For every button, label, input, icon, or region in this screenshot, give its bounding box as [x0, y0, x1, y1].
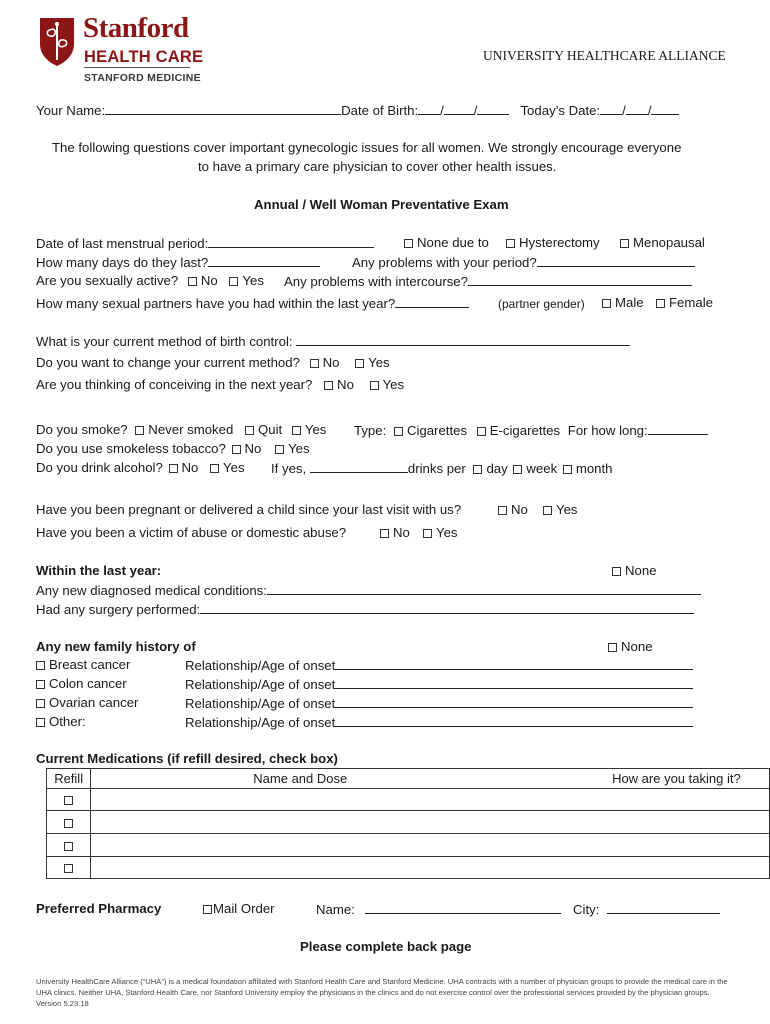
smokeless-row [36, 441, 310, 456]
ecig-label: E-cigarettes [489, 423, 561, 438]
problems-intercourse-row [284, 273, 692, 289]
other-label: Other: [49, 714, 86, 729]
family-ovarian-rel [185, 695, 693, 711]
quit-label: Quit [258, 422, 283, 437]
surgery-field[interactable] [200, 601, 694, 614]
footer-disclaimer: University HealthCare Alliance (“UHA”) is a medical foundation affiliated with Stanford Health Care and Stanford Medicine. UHA contracts with a number of physician groups to provide the medical care in the UHA clinics. Neither UHA, Stanford Health Care, nor Stanford University employ the physicians in the clinics and do not exercise control over the professional services provided by the physician groups. [36, 977, 728, 997]
partners-field[interactable] [395, 295, 469, 308]
family-breast-item[interactable] [36, 657, 130, 672]
alcohol-no-checkbox[interactable] [169, 464, 178, 473]
female-option[interactable] [656, 295, 713, 310]
no-label: No [181, 460, 199, 475]
smoke-type-row [354, 422, 708, 438]
sexually-active-yes-checkbox[interactable] [229, 277, 238, 286]
partners-label: How many sexual partners have you had within the last year? [36, 296, 396, 311]
cigarettes-checkbox[interactable] [394, 427, 403, 436]
col-how-taking: How are you taking it? [612, 769, 769, 789]
no-label: No [244, 441, 262, 456]
pregnant-yes-checkbox[interactable] [543, 506, 552, 515]
refill-checkbox[interactable] [64, 864, 73, 873]
no-label: No [511, 502, 528, 517]
never-smoked-label: Never smoked [148, 422, 234, 437]
table-header-row [47, 769, 770, 789]
hysterectomy-checkbox[interactable] [506, 239, 515, 248]
col-name-dose: Name and Dose [91, 769, 612, 789]
family-ovarian-item[interactable] [36, 695, 138, 710]
pharmacy-city-field[interactable] [607, 901, 720, 914]
dob-month-field[interactable] [418, 102, 440, 115]
intro-line-1: The following questions cover important gynecologic issues for all women. We strongly encourage everyone [52, 140, 682, 155]
partner-gender-label: (partner gender) [498, 297, 585, 311]
colon-cancer-label: Colon cancer [49, 676, 127, 691]
no-label: No [322, 355, 340, 370]
pharmacy-label: Preferred Pharmacy [36, 901, 162, 916]
logo-subtitle: STANFORD MEDICINE [84, 72, 201, 84]
pregnant-yes-option[interactable] [543, 502, 578, 517]
ovarian-cancer-relationship-field[interactable] [335, 695, 693, 708]
none-label: None [625, 563, 657, 578]
medications-title: Current Medications (if refill desired, check box) [36, 751, 338, 766]
family-colon-rel [185, 676, 693, 692]
mail-order-label: Mail Order [213, 901, 275, 916]
intro-line-2: to have a primary care physician to cover other health issues. [198, 159, 557, 174]
last-year-title: Within the last year: [36, 563, 162, 578]
alcohol-yes-checkbox[interactable] [210, 464, 219, 473]
pharmacy-city-row [573, 901, 720, 917]
surgery-label: Had any surgery performed: [36, 602, 201, 617]
surgery-row [36, 601, 694, 617]
none-label: None [621, 639, 653, 654]
drinks-row [271, 460, 613, 476]
how-long-label: For how long: [567, 423, 648, 438]
logo-name: Stanford [83, 12, 189, 44]
yes-label: Yes [242, 273, 264, 288]
relationship-label: Relationship/Age of onset [185, 696, 336, 711]
last-year-none-option[interactable] [612, 563, 657, 578]
refill-checkbox[interactable] [64, 796, 73, 805]
per-week-checkbox[interactable] [513, 465, 522, 474]
yes-label: Yes [382, 377, 405, 392]
female-checkbox[interactable] [656, 299, 665, 308]
problems-intercourse-label: Any problems with intercourse? [284, 274, 468, 289]
your-name-field[interactable] [105, 102, 341, 115]
org-header: UNIVERSITY HEALTHCARE ALLIANCE [483, 48, 726, 63]
conditions-row [36, 582, 701, 598]
table-row [47, 857, 770, 879]
today-day-field[interactable] [626, 102, 648, 115]
none-due-label: None due to [417, 235, 489, 250]
family-none-option[interactable] [608, 639, 653, 654]
pharmacy-city-label: City: [573, 902, 600, 917]
yes-label: Yes [436, 525, 458, 540]
sexually-active-no-checkbox[interactable] [188, 277, 197, 286]
none-due-checkbox[interactable] [404, 239, 413, 248]
days-last-field[interactable] [208, 254, 320, 267]
colon-cancer-relationship-field[interactable] [335, 676, 693, 689]
colon-cancer-checkbox[interactable] [36, 680, 45, 689]
problems-period-label: Any problems with your period? [352, 255, 537, 270]
dob-label: Date of Birth: [341, 103, 419, 118]
breast-cancer-checkbox[interactable] [36, 661, 45, 670]
change-method-no-checkbox[interactable] [310, 359, 319, 368]
pharmacy-name-field[interactable] [365, 901, 561, 914]
medication-entry-cell[interactable] [91, 811, 770, 834]
pregnant-no-option[interactable] [498, 502, 528, 517]
conditions-label: Any new diagnosed medical conditions: [36, 583, 267, 598]
female-label: Female [669, 295, 713, 310]
medication-entry-cell[interactable] [91, 789, 770, 811]
refill-cell[interactable] [47, 857, 91, 879]
menopausal-option[interactable] [620, 235, 705, 250]
family-history-title: Any new family history of [36, 639, 196, 654]
yes-label: Yes [556, 502, 578, 517]
mail-order-checkbox[interactable] [203, 905, 212, 914]
yes-label: Yes [288, 441, 310, 456]
last-year-none-checkbox[interactable] [612, 567, 621, 576]
none-due-option[interactable] [404, 235, 489, 250]
abuse-no-option[interactable] [380, 525, 410, 540]
ovarian-cancer-checkbox[interactable] [36, 699, 45, 708]
today-year-field[interactable] [651, 102, 679, 115]
problems-period-field[interactable] [537, 254, 695, 267]
family-other-rel [185, 714, 693, 730]
per-day-checkbox[interactable] [473, 465, 482, 474]
drinks-per-label: drinks per [407, 461, 466, 476]
yes-label: Yes [304, 422, 327, 437]
month-label: month [575, 461, 613, 476]
day-label: day [486, 461, 508, 476]
birth-control-label: What is your current method of birth control: [36, 334, 293, 349]
refill-cell[interactable] [47, 811, 91, 834]
menopausal-label: Menopausal [633, 235, 705, 250]
smokeless-yes-checkbox[interactable] [275, 445, 284, 454]
smoke-row [36, 422, 326, 437]
today-month-field[interactable] [600, 102, 622, 115]
stanford-shield-icon [38, 16, 76, 68]
birth-control-row [36, 333, 630, 349]
ovarian-cancer-label: Ovarian cancer [49, 695, 139, 710]
pharmacy-name-row [316, 901, 561, 917]
other-checkbox[interactable] [36, 718, 45, 727]
menopausal-checkbox[interactable] [620, 239, 629, 248]
birth-control-field[interactable] [296, 333, 630, 346]
no-label: No [200, 273, 218, 288]
dob-day-field[interactable] [444, 102, 474, 115]
smokeless-no-checkbox[interactable] [232, 445, 241, 454]
no-label: No [393, 525, 410, 540]
days-last-label: How many days do they last? [36, 255, 209, 270]
today-label: Today’s Date: [520, 103, 601, 118]
yes-label: Yes [368, 355, 390, 370]
male-checkbox[interactable] [602, 299, 611, 308]
refill-cell[interactable] [47, 834, 91, 857]
col-refill: Refill [47, 769, 91, 789]
alcohol-label: Do you drink alcohol? [36, 460, 163, 475]
section-title: Annual / Well Woman Preventative Exam [254, 197, 509, 212]
problems-period-row [352, 254, 695, 270]
conceiving-label: Are you thinking of conceiving in the next year? [36, 377, 313, 392]
table-row [47, 789, 770, 811]
back-page-notice: Please complete back page [300, 939, 472, 954]
how-long-field[interactable] [648, 422, 708, 435]
abuse-yes-option[interactable] [423, 525, 458, 540]
family-other-item[interactable] [36, 714, 86, 729]
family-none-checkbox[interactable] [608, 643, 617, 652]
relationship-label: Relationship/Age of onset [185, 715, 336, 730]
sexually-active-row [36, 273, 264, 288]
relationship-label: Relationship/Age of onset [185, 658, 336, 673]
sexually-active-label: Are you sexually active? [36, 273, 179, 288]
family-breast-rel [185, 657, 693, 673]
abuse-no-checkbox[interactable] [380, 529, 389, 538]
male-option[interactable] [602, 295, 644, 310]
week-label: week [526, 461, 558, 476]
smoke-yes-checkbox[interactable] [292, 426, 301, 435]
days-last-row [36, 254, 320, 270]
pregnant-label: Have you been pregnant or delivered a child since your last visit with us? [36, 502, 462, 517]
if-yes-label: If yes, [271, 461, 307, 476]
logo-divider [84, 67, 190, 68]
pregnant-no-checkbox[interactable] [498, 506, 507, 515]
male-label: Male [615, 295, 644, 310]
your-name-label: Your Name: [36, 103, 106, 118]
medications-table [46, 768, 770, 879]
breast-cancer-label: Breast cancer [49, 657, 131, 672]
mail-order-option[interactable] [203, 901, 275, 916]
problems-intercourse-field[interactable] [468, 273, 692, 286]
no-label: No [337, 377, 354, 392]
other-relationship-field[interactable] [335, 714, 693, 727]
patient-info-row: Your Name: Date of Birth: / / Today’s Date: / / [36, 102, 679, 118]
table-row [47, 811, 770, 834]
refill-cell[interactable] [47, 789, 91, 811]
table-row [47, 834, 770, 857]
type-label: Type: [354, 423, 387, 438]
never-smoked-checkbox[interactable] [135, 426, 144, 435]
dob-year-field[interactable] [477, 102, 509, 115]
last-period-row [36, 235, 374, 251]
family-colon-item[interactable] [36, 676, 127, 691]
yes-label: Yes [223, 460, 245, 475]
change-method-row [36, 355, 390, 370]
ecig-checkbox[interactable] [477, 427, 486, 436]
per-month-checkbox[interactable] [563, 465, 572, 474]
breast-cancer-relationship-field[interactable] [335, 657, 693, 670]
relationship-label: Relationship/Age of onset [185, 677, 336, 692]
last-period-field[interactable] [208, 235, 374, 248]
last-period-label: Date of last menstrual period: [36, 236, 209, 251]
abuse-yes-checkbox[interactable] [423, 529, 432, 538]
conditions-field[interactable] [267, 582, 701, 595]
hysterectomy-option[interactable] [506, 235, 600, 250]
conceiving-yes-checkbox[interactable] [370, 381, 379, 390]
partners-row [36, 295, 469, 311]
refill-checkbox[interactable] [64, 842, 73, 851]
change-method-label: Do you want to change your current method? [36, 355, 300, 370]
abuse-label: Have you been a victim of abuse or domestic abuse? [36, 525, 347, 540]
cigarettes-label: Cigarettes [406, 423, 468, 438]
quit-checkbox[interactable] [245, 426, 254, 435]
change-method-yes-checkbox[interactable] [355, 359, 364, 368]
drinks-count-field[interactable] [310, 460, 408, 473]
smokeless-label: Do you use smokeless tobacco? [36, 441, 226, 456]
smoke-label: Do you smoke? [36, 422, 128, 437]
hysterectomy-label: Hysterectomy [519, 235, 600, 250]
conceiving-row [36, 377, 404, 392]
conceiving-no-checkbox[interactable] [324, 381, 333, 390]
logo-division: HEALTH CARE [84, 48, 204, 66]
refill-checkbox[interactable] [64, 819, 73, 828]
alcohol-row [36, 460, 245, 475]
pharmacy-name-label: Name: [316, 902, 355, 917]
medication-entry-cell[interactable] [91, 857, 770, 879]
footer-version: Version 5.23.18 [36, 999, 89, 1008]
medication-entry-cell[interactable] [91, 834, 770, 857]
